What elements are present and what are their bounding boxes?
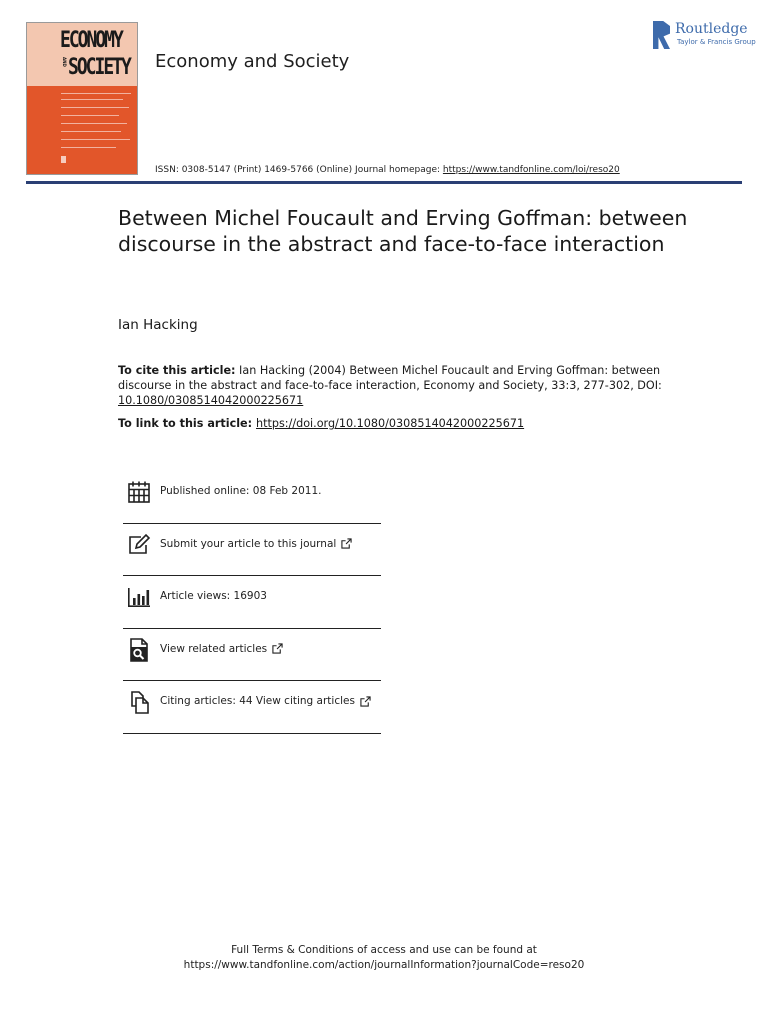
article-title: Between Michel Foucault and Erving Goffman: between discourse in the abstract and face-to-face interaction [118, 206, 688, 256]
article-views-item [123, 576, 381, 629]
citation-block [118, 363, 678, 408]
document-search-icon [127, 638, 151, 662]
copy-documents-icon [127, 690, 151, 714]
cover-word-economy: ECONOMY [60, 27, 122, 54]
article-link-line [118, 417, 524, 430]
article-info-list [123, 471, 381, 734]
cover-text-line [61, 107, 129, 108]
external-link-icon [272, 643, 283, 654]
published-online-item [123, 471, 381, 524]
external-link-icon [360, 696, 371, 707]
routledge-r-icon [653, 21, 670, 49]
cover-publisher-logo [61, 156, 66, 163]
issn-line [155, 165, 620, 175]
article-url-link[interactable]: https://doi.org/10.1080/0308514042000225671 [256, 417, 525, 430]
citing-articles-link[interactable] [160, 695, 371, 707]
header-divider [26, 181, 742, 184]
cover-text-line [61, 123, 127, 124]
related-articles-text: View related articles [160, 642, 268, 655]
issn-text: ISSN: 0308-5147 (Print) 1469-5766 (Online) Journal homepage: [155, 165, 443, 175]
published-online-text: Published online: 08 Feb 2011. [160, 485, 322, 497]
link-label: To link to this article: [118, 417, 256, 430]
article-author: Ian Hacking [118, 317, 198, 333]
cite-text: Ian Hacking (2004) Between Michel Foucault and Erving Goffman: between discourse in the abstract and face-to-face interaction, Economy and Society, 33:3, 277-302, DOI: [118, 364, 662, 392]
publisher-logo [653, 21, 756, 51]
calendar-icon [127, 480, 151, 504]
terms-footer [0, 943, 768, 973]
journal-homepage-link[interactable]: https://www.tandfonline.com/loi/reso20 [442, 165, 620, 175]
cover-word-society: SOCIETY [68, 54, 130, 81]
submit-article-link[interactable] [160, 538, 352, 550]
journal-title: Economy and Society [155, 51, 350, 72]
cover-text-line [61, 93, 131, 94]
related-articles-link[interactable] [160, 643, 283, 655]
journal-cover-image [26, 22, 138, 175]
publisher-name: Routledge [675, 21, 748, 37]
publisher-subtitle: Taylor & Francis Group [677, 38, 756, 46]
cover-text-line [61, 147, 116, 148]
cover-text-line [61, 139, 130, 140]
related-articles-item[interactable] [123, 629, 381, 682]
citing-articles-item[interactable] [123, 681, 381, 734]
cover-text-line [61, 99, 123, 100]
submit-article-text: Submit your article to this journal [160, 537, 337, 550]
edit-icon [127, 533, 151, 557]
article-views-text: Article views: 16903 [160, 590, 267, 602]
cover-text-line [61, 115, 119, 116]
submit-article-item[interactable] [123, 524, 381, 577]
citing-articles-text: Citing articles: 44 View citing articles [160, 695, 355, 707]
bar-chart-icon [127, 585, 151, 609]
cover-text-line [61, 131, 121, 132]
cite-label: To cite this article: [118, 364, 236, 377]
terms-url[interactable]: https://www.tandfonline.com/action/journalInformation?journalCode=reso20 [183, 959, 585, 971]
terms-text: Full Terms & Conditions of access and use can be found at [231, 944, 537, 956]
cover-word-and: AND [62, 57, 67, 67]
external-link-icon [341, 538, 352, 549]
doi-link[interactable]: 10.1080/0308514042000225671 [118, 394, 304, 407]
